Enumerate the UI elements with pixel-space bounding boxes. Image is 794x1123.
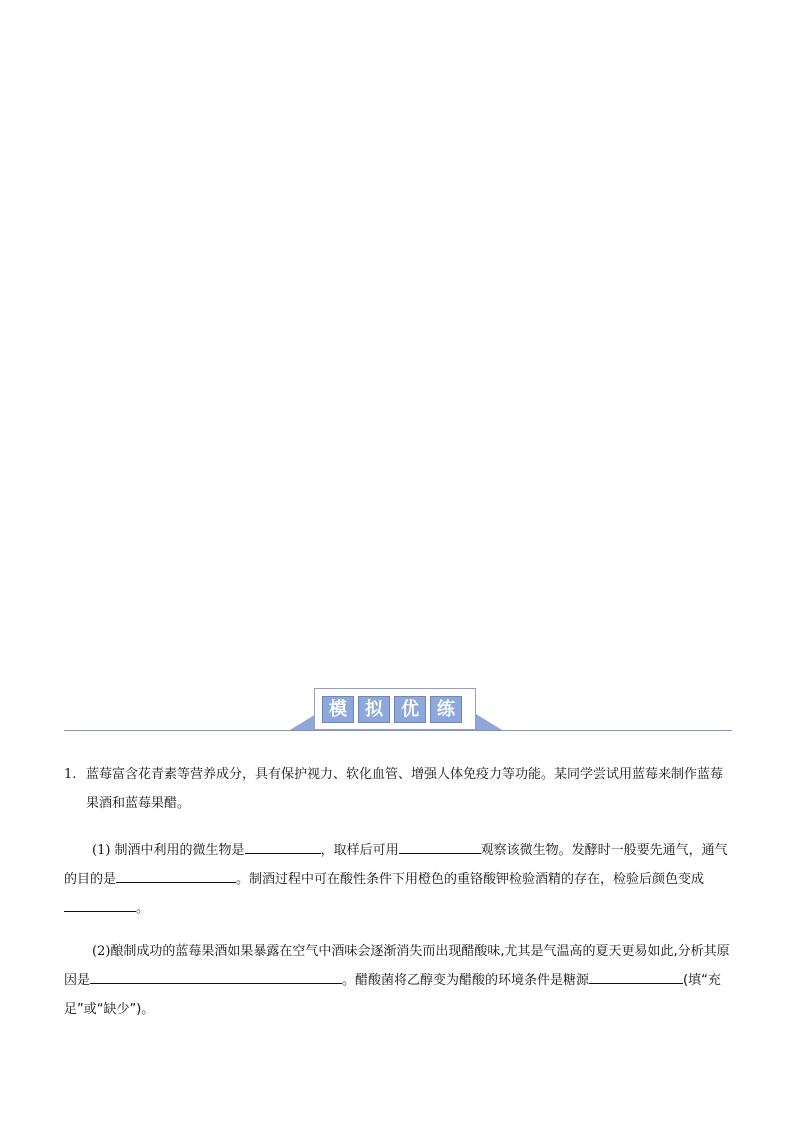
answer-blank-color[interactable] xyxy=(64,896,136,912)
question-stem: 蓝莓富含花青素等营养成分，具有保护视力、软化血管、增强人体免疫力等功能。某同学尝试用蓝莓来制作蓝莓果酒和蓝莓果醋。 xyxy=(86,767,724,811)
answer-blank-reason[interactable] xyxy=(90,968,342,984)
banner-tile-1: 模 xyxy=(322,696,354,723)
part-1-text-5: 。 xyxy=(136,901,150,916)
answer-blank-sugar-source[interactable] xyxy=(589,968,683,984)
section-banner xyxy=(64,686,732,734)
question-part-2 xyxy=(64,937,732,1024)
question-part-1 xyxy=(64,836,732,923)
question-stem-row xyxy=(64,760,732,818)
part-2-text-1: 酿制成功的蓝莓果酒如果暴露在空气中酒味会逐渐消失而出现醋酸味,尤其是气温高的夏天更易如此,分析其原因是 xyxy=(64,944,730,988)
banner-tile-2: 拟 xyxy=(358,696,390,723)
part-2-text-3: (填“充足”或“缺少”)。 xyxy=(64,973,721,1017)
banner-right-wing xyxy=(476,714,502,730)
part-1-text-4: 。制酒过程中可在酸性条件下用橙色的重铬酸钾检验酒精的存在，检验后颜色变成 xyxy=(236,872,705,887)
answer-blank-aeration-purpose[interactable] xyxy=(116,867,236,883)
part-1-text-2: ，取样后可用 xyxy=(320,843,399,858)
answer-blank-tool[interactable] xyxy=(399,838,481,854)
banner-title xyxy=(322,696,462,723)
part-2-text-2: 。醋酸菌将乙醇变为醋酸的环境条件是糖源 xyxy=(342,973,590,988)
question-number: 1. xyxy=(64,767,77,782)
banner-box xyxy=(314,688,476,730)
part-1-text-3: 观察该微生物。发酵时一般要先通气，通气的目的是 xyxy=(64,843,728,887)
banner-left-wing xyxy=(290,714,316,730)
banner-tile-3: 优 xyxy=(394,696,426,723)
part-1-label: (1) xyxy=(92,843,111,858)
banner-rule xyxy=(64,730,732,731)
question-block xyxy=(64,760,732,1024)
part-2-label: (2) xyxy=(92,944,111,959)
answer-blank-microbe[interactable] xyxy=(245,838,321,854)
banner-tile-4: 练 xyxy=(430,696,462,723)
part-1-text-1: 制酒中利用的微生物是 xyxy=(110,843,245,858)
